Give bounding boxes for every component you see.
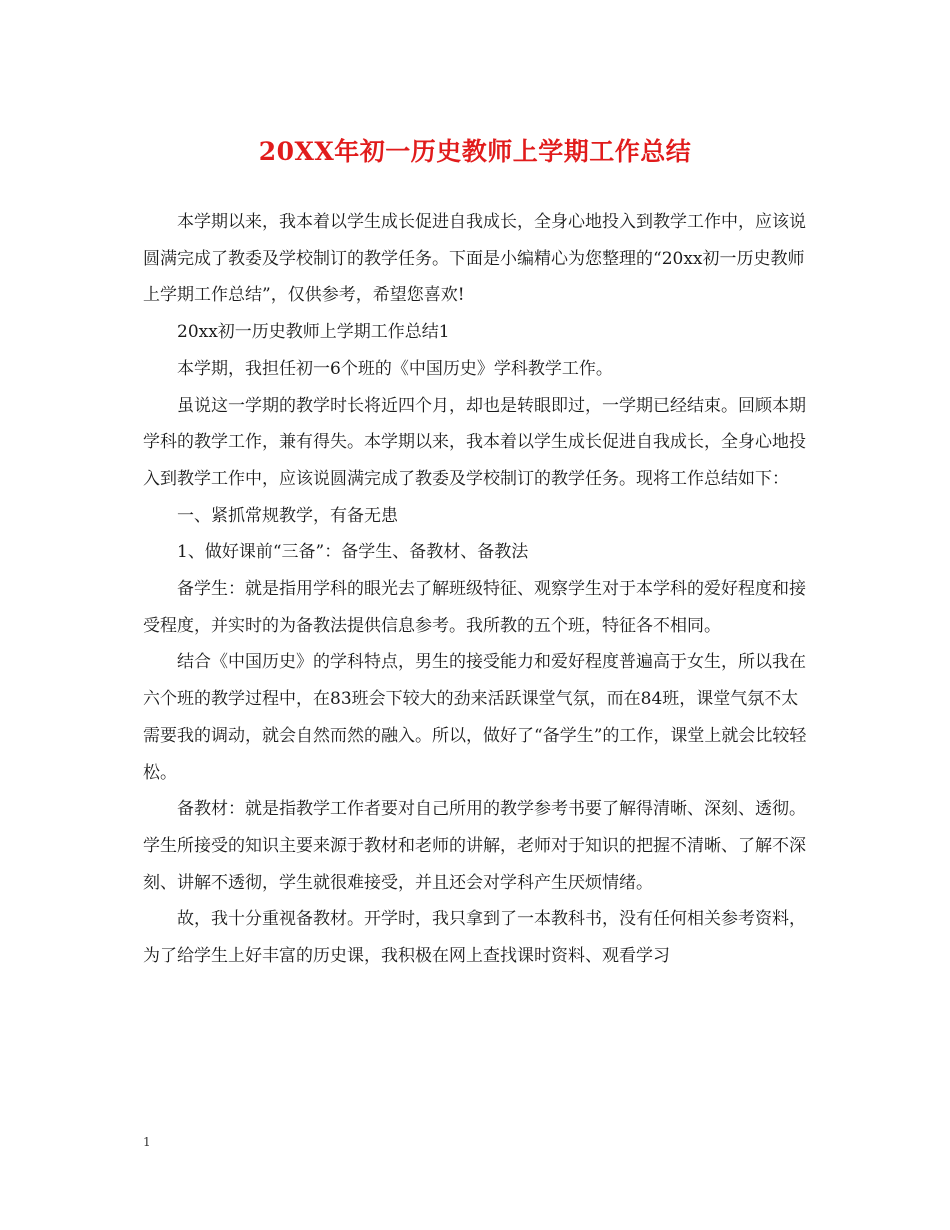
document-body — [143, 204, 811, 975]
paragraph: 结合《中国历史》的学科特点，男生的接受能力和爱好程度普遍高于女生，所以我在六个班的教学过程中，在83班会下较大的劲来活跃课堂气氛，而在84班，课堂气氛不太需要我的调动，就会自然而然的融入。所以，做好了“备学生”的工作，课堂上就会比较轻松。 — [143, 652, 807, 783]
paragraph: 备教材：就是指教学工作者要对自己所用的教学参考书要了解得清晰、深刻、透彻。学生所接受的知识主要来源于教材和老师的讲解，老师对于知识的把握不清晰、了解不深刻、讲解不透彻，学生就很难接受，并且还会对学科产生厌烦情绪。 — [143, 799, 806, 893]
paragraph-section-heading: 20xx初一历史教师上学期工作总结1 — [177, 322, 450, 343]
page-number: 1 — [143, 1135, 151, 1149]
paragraph: 故，我十分重视备教材。开学时，我只拿到了一本教科书，没有任何相关参考资料，为了给学生上好丰富的历史课，我积极在网上查找课时资料、观看学习 — [143, 909, 806, 967]
document-title: 20XX年初一历史教师上学期工作总结 — [258, 137, 692, 166]
paragraph: 本学期，我担任初一6个班的《中国历史》学科教学工作。 — [177, 358, 613, 379]
paragraph-heading: 一、紧抓常规教学，有备无患 — [177, 505, 398, 526]
paragraph: 备学生：就是指用学科的眼光去了解班级特征、观察学生对于本学科的爱好程度和接受程度，并实时的为备教法提供信息参考。我所教的五个班，特征各不相同。 — [143, 579, 806, 636]
paragraph: 虽说这一学期的教学时长将近四个月，却也是转眼即过，一学期已经结束。回顾本期学科的教学工作，兼有得失。本学期以来，我本着以学生成长促进自我成长，全身心地投入到教学工作中，应该说圆满完成了教委及学校制订的教学任务。现将工作总结如下： — [143, 395, 806, 489]
paragraph-subheading: 1、做好课前“三备”：备学生、备教材、备教法 — [177, 542, 529, 563]
paragraph-intro: 本学期以来，我本着以学生成长促进自我成长，全身心地投入到教学工作中，应该说圆满完成了教委及学校制订的教学任务。下面是小编精心为您整理的“20xx初一历史教师上学期工作总结”，仅供参考，希望您喜欢! — [143, 212, 806, 306]
